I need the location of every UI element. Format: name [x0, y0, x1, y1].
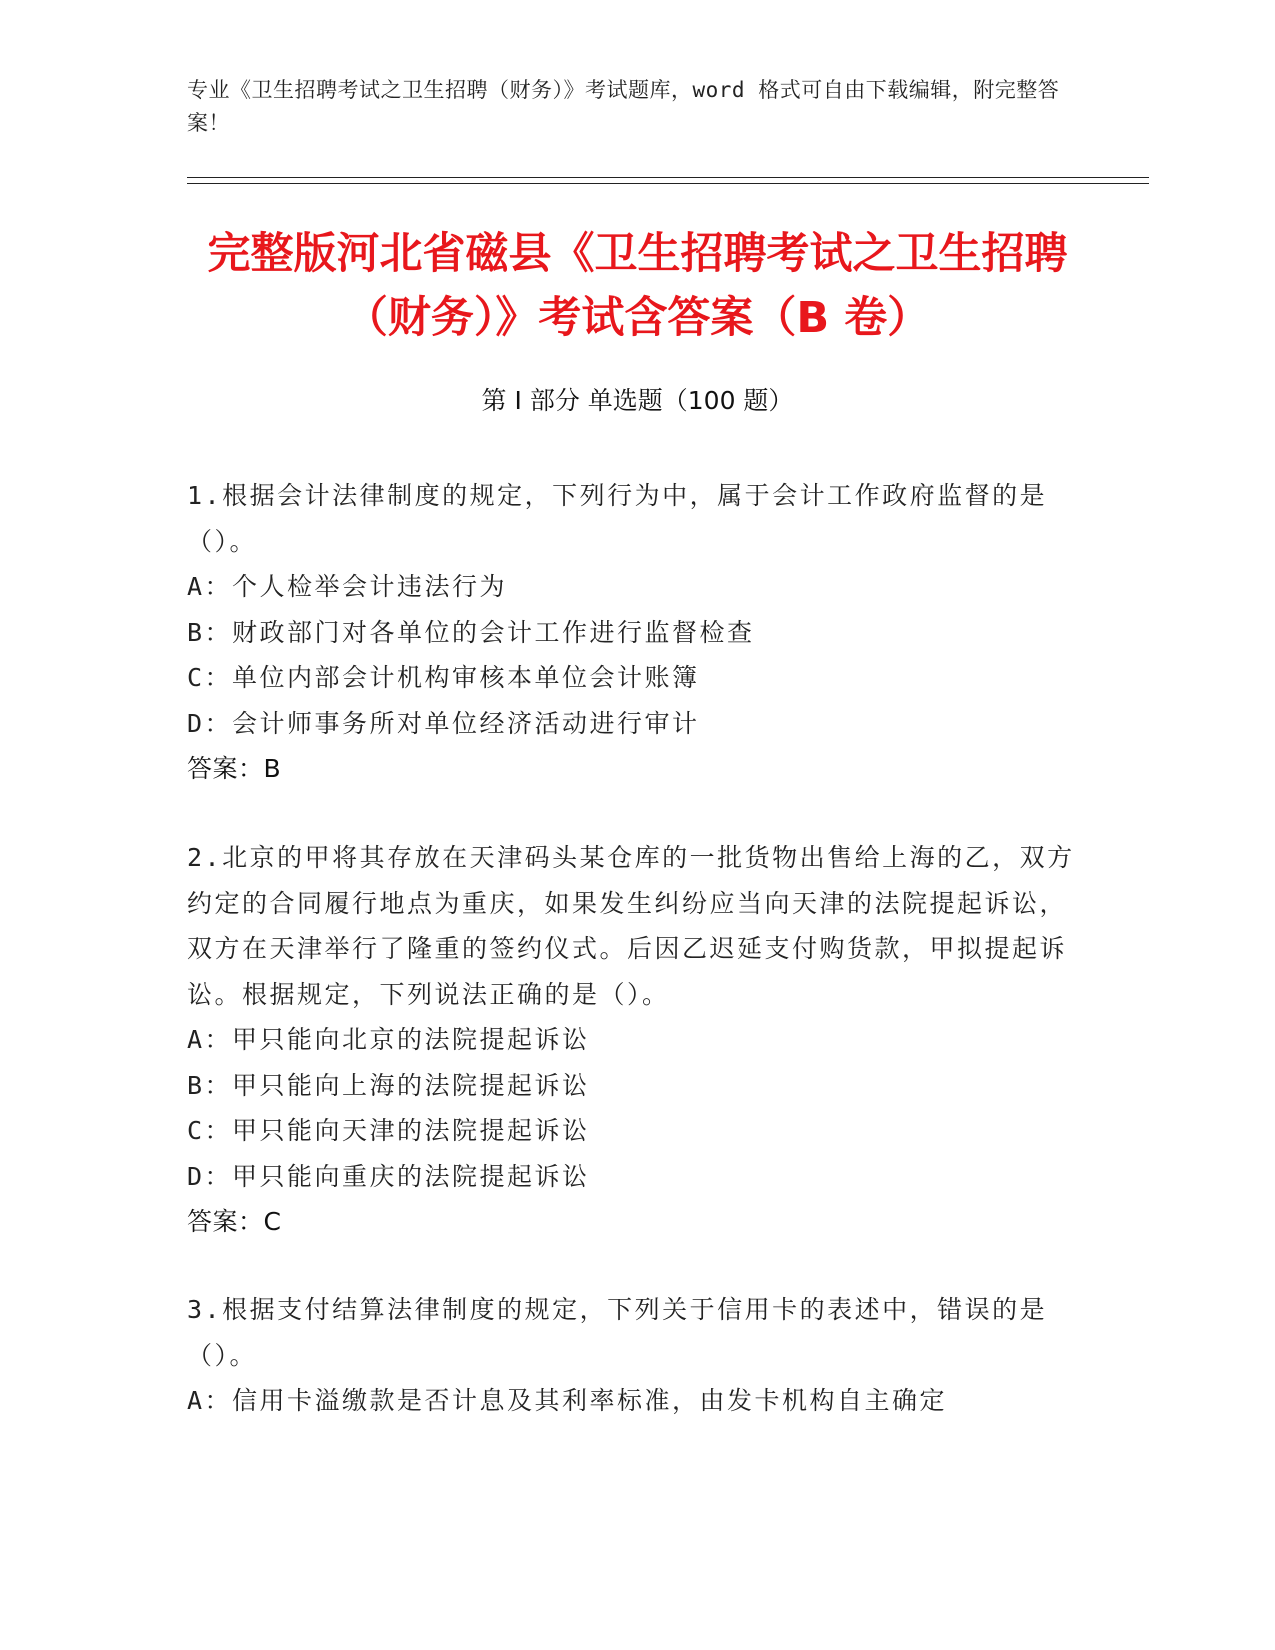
question-stem: 1.根据会计法律制度的规定，下列行为中，属于会计工作政府监督的是（）。: [187, 481, 1048, 556]
option-c: C：甲只能向天津的法院提起诉讼: [187, 1116, 590, 1145]
question-stem: 2.北京的甲将其存放在天津码头某仓库的一批货物出售给上海的乙，双方约定的合同履行地点为重庆，如果发生纠纷应当向天津的法院提起诉讼，双方在天津举行了隆重的签约仪式。后因乙迟延支付购货款，甲拟提起诉讼。根据规定，下列说法正确的是（）。: [187, 843, 1075, 1009]
question-1: [187, 473, 1087, 792]
header-rule-top: [187, 177, 1149, 178]
option-a: A：甲只能向北京的法院提起诉讼: [187, 1025, 590, 1054]
question-3: [187, 1287, 1087, 1424]
header-rule-bottom: [187, 183, 1149, 184]
answer: 答案：C: [187, 1207, 282, 1236]
section-title: 第 I 部分 单选题（100 题）: [481, 386, 794, 415]
answer: 答案：B: [187, 754, 282, 783]
question-stem: 3.根据支付结算法律制度的规定，下列关于信用卡的表述中，错误的是（）。: [187, 1295, 1048, 1370]
option-b: B：甲只能向上海的法院提起诉讼: [187, 1070, 590, 1100]
document-title: 完整版河北省磁县《卫生招聘考试之卫生招聘（财务）》考试含答案（B 卷）: [207, 229, 1068, 343]
header-note: 专业《卫生招聘考试之卫生招聘（财务）》考试题库，word 格式可自由下载编辑，附完整答案！: [187, 78, 1060, 135]
option-d: D：会计师事务所对单位经济活动进行审计: [187, 708, 700, 738]
question-2: [187, 835, 1087, 1245]
option-b: B：财政部门对各单位的会计工作进行监督检查: [187, 617, 755, 647]
option-c: C：单位内部会计机构审核本单位会计账簿: [187, 663, 700, 692]
option-d: D：甲只能向重庆的法院提起诉讼: [187, 1161, 590, 1191]
option-a: A：个人检举会计违法行为: [187, 572, 508, 601]
option-a: A：信用卡溢缴款是否计息及其利率标准，由发卡机构自主确定: [187, 1386, 948, 1415]
